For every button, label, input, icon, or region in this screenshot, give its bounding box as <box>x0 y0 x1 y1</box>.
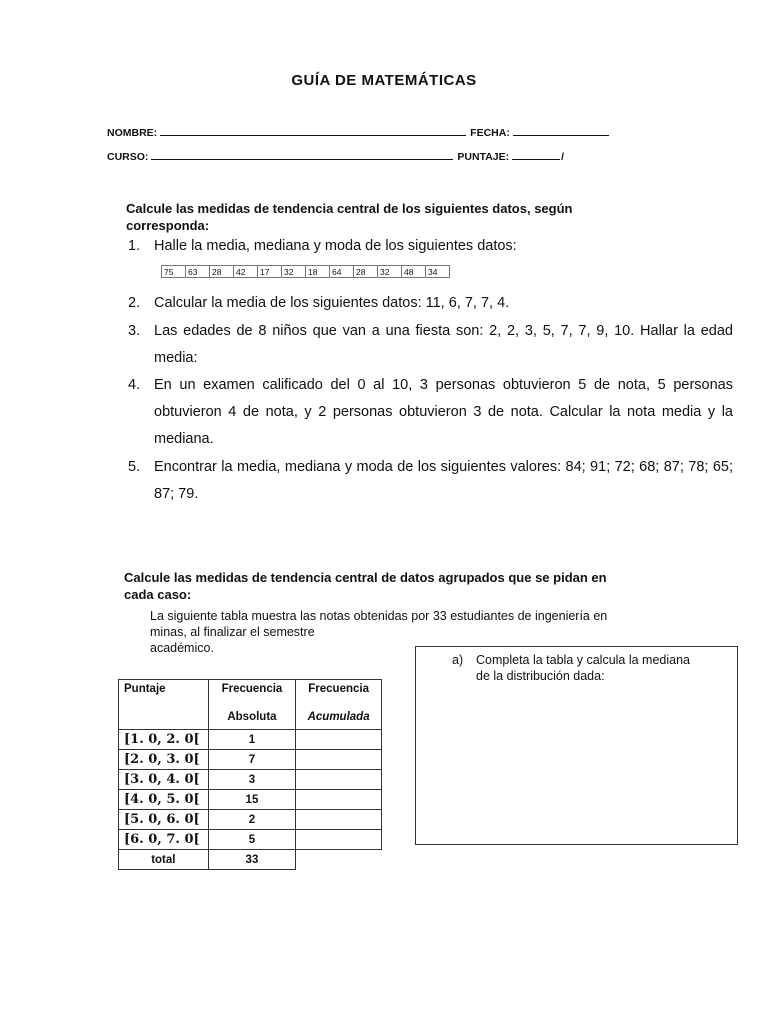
data-cell: 32 <box>282 266 306 278</box>
acumulada-cell[interactable] <box>296 830 382 850</box>
header-col2-line1: Frecuencia <box>221 683 283 695</box>
question-4 <box>128 372 733 453</box>
page-title: GUÍA DE MATEMÁTICAS <box>291 72 477 89</box>
question-text: Las edades de 8 niños que van a una fiesta son: 2, 2, 3, 5, 7, 7, 9, 10. Hallar la edad media: <box>154 323 733 366</box>
interval-cell: [4. 0, 5. 0[ <box>119 790 209 810</box>
table-row <box>119 730 382 750</box>
question-text: Encontrar la media, mediana y moda de los siguientes valores: 84; 91; 72; 68; 87; 78; 65; 87; 79. <box>154 459 733 502</box>
question-number: 5. <box>128 459 141 475</box>
acumulada-cell[interactable] <box>296 770 382 790</box>
nombre-fecha-line <box>107 126 613 139</box>
question-number: 4. <box>128 377 141 393</box>
total-empty-cell <box>296 850 382 870</box>
section2-instruction-line1: Calcule las medidas de tendencia central de datos agrupados que se pidan en <box>124 570 607 585</box>
question-2 <box>128 290 733 317</box>
data-cell: 28 <box>354 266 378 278</box>
table-header-row <box>119 680 382 730</box>
curso-puntaje-line <box>107 150 564 163</box>
fecha-label: FECHA: <box>470 127 510 139</box>
frequency-table <box>118 679 382 870</box>
nombre-label: NOMBRE: <box>107 127 158 139</box>
data-cell: 48 <box>402 266 426 278</box>
interval-cell: [5. 0, 6. 0[ <box>119 810 209 830</box>
section2-instruction <box>124 569 744 603</box>
absoluta-cell: 15 <box>208 790 296 810</box>
section2-instruction-line2: cada caso: <box>124 587 192 602</box>
question-text: Calcular la media de los siguientes datos: 11, 6, 7, 7, 4. <box>154 295 510 311</box>
header-col3-line2: Acumulada <box>307 711 370 723</box>
data-cell: 17 <box>258 266 282 278</box>
absoluta-cell: 1 <box>208 730 296 750</box>
interval-cell: [3. 0, 4. 0[ <box>119 770 209 790</box>
intro-line1: La siguiente tabla muestra las notas obtenidas por 33 estudiantes de ingeniería en <box>150 609 608 623</box>
section1-instruction-line1: Calcule las medidas de tendencia central de los siguientes datos, según <box>126 201 573 216</box>
curso-blank[interactable] <box>151 150 453 160</box>
table-row <box>119 770 382 790</box>
data-cell: 32 <box>378 266 402 278</box>
data-cell: 63 <box>186 266 210 278</box>
data-cell: 28 <box>210 266 234 278</box>
intro-line2: minas, al finalizar el semestre <box>150 625 315 639</box>
total-value: 33 <box>208 850 296 870</box>
table-row <box>119 790 382 810</box>
interval-cell: [1. 0, 2. 0[ <box>119 730 209 750</box>
absoluta-cell: 5 <box>208 830 296 850</box>
question-number: 3. <box>128 323 141 339</box>
acumulada-cell[interactable] <box>296 790 382 810</box>
header-col3-line1: Frecuencia <box>308 683 369 695</box>
header-frecuencia-absoluta <box>208 680 296 730</box>
header-col2-line2: Absoluta <box>227 711 277 723</box>
header-frecuencia-acumulada <box>296 680 382 730</box>
question-5 <box>128 454 733 508</box>
acumulada-cell[interactable] <box>296 810 382 830</box>
curso-label: CURSO: <box>107 151 149 163</box>
puntaje-label: PUNTAJE: <box>457 151 510 163</box>
task-line1: Completa la tabla y calcula la mediana <box>476 653 691 667</box>
question-text: Halle la media, mediana y moda de los siguientes datos: <box>154 238 517 254</box>
puntaje-blank[interactable] <box>512 150 560 160</box>
header-puntaje: Puntaje <box>119 680 209 730</box>
data-cell: 42 <box>234 266 258 278</box>
task-answer-box[interactable] <box>415 646 738 845</box>
intro-line3: académico. <box>150 641 214 655</box>
puntaje-suffix: / <box>561 151 565 163</box>
question-1 <box>128 233 733 260</box>
interval-cell: [6. 0, 7. 0[ <box>119 830 209 850</box>
data-cell: 75 <box>162 266 186 278</box>
table-row <box>119 830 382 850</box>
absoluta-cell: 7 <box>208 750 296 770</box>
nombre-blank[interactable] <box>160 126 466 136</box>
question-number: 2. <box>128 295 141 311</box>
table-total-row <box>119 850 382 870</box>
table-row <box>119 750 382 770</box>
absoluta-cell: 3 <box>208 770 296 790</box>
question-number: 1. <box>128 238 141 254</box>
data-cell: 18 <box>306 266 330 278</box>
task-text <box>476 652 736 684</box>
fecha-blank[interactable] <box>513 126 609 136</box>
question-3 <box>128 318 733 372</box>
section1-instruction-line2: corresponda: <box>126 218 210 233</box>
section1-instruction <box>126 200 746 234</box>
acumulada-cell[interactable] <box>296 750 382 770</box>
task-label: a) <box>452 653 464 667</box>
acumulada-cell[interactable] <box>296 730 382 750</box>
table-row <box>119 810 382 830</box>
total-label: total <box>119 850 209 870</box>
interval-cell: [2. 0, 3. 0[ <box>119 750 209 770</box>
question-text: En un examen calificado del 0 al 10, 3 personas obtuvieron 5 de nota, 5 personas obtuvieron 4 de nota, y 2 personas obtuvieron 3 de nota. Calcular la nota media y la mediana. <box>154 377 733 447</box>
data-values-table <box>161 265 450 278</box>
data-values-row <box>162 266 450 278</box>
data-cell: 64 <box>330 266 354 278</box>
absoluta-cell: 2 <box>208 810 296 830</box>
task-line2: de la distribución dada: <box>476 669 605 683</box>
data-cell: 34 <box>426 266 450 278</box>
